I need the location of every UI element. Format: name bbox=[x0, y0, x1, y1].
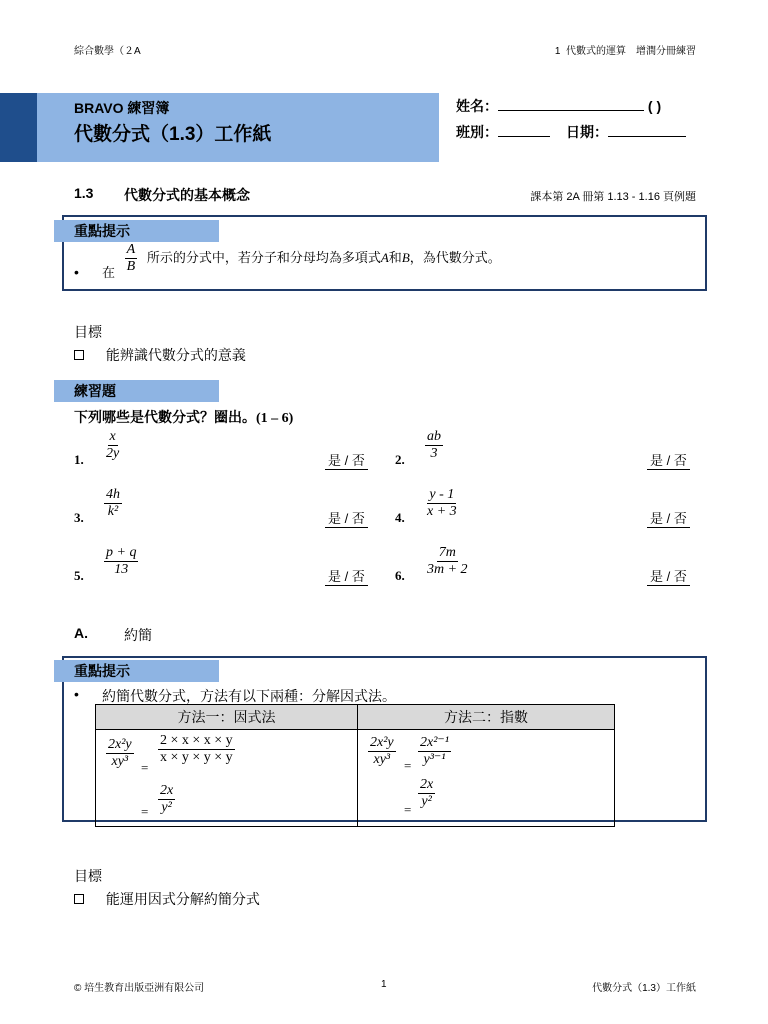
key-point-label-1: 重點提示 bbox=[54, 220, 219, 242]
student-number-field[interactable]: ( ) bbox=[647, 98, 662, 114]
class-label: 班別： bbox=[456, 124, 498, 140]
goal-heading-1: 目標 bbox=[74, 324, 102, 340]
key-point-label-2: 重點提示 bbox=[54, 660, 219, 682]
checkbox-icon[interactable] bbox=[74, 350, 84, 360]
answer-choice[interactable]: 是 / 否 bbox=[325, 566, 368, 586]
title-banner bbox=[37, 93, 439, 162]
date-field[interactable] bbox=[566, 122, 686, 142]
answer-choice[interactable]: 是 / 否 bbox=[325, 508, 368, 528]
question-number: 1. bbox=[74, 452, 84, 467]
checkbox-icon[interactable] bbox=[74, 894, 84, 904]
answer-choice[interactable]: 是 / 否 bbox=[647, 450, 690, 470]
header-chapter: 代數式的運算 增潤分冊練習 bbox=[566, 46, 696, 57]
practice-instruction: 下列哪些是代數分式？圈出。(1 – 6) bbox=[74, 409, 294, 426]
header-page-number: 1 bbox=[554, 46, 561, 57]
method-2-step: $\frac{\text{2x²⁻¹}}{\text{y³⁻¹}}$ bbox=[420, 735, 449, 767]
method-2-header: 方法二：指數 bbox=[358, 705, 615, 730]
answer-choice[interactable]: 是 / 否 bbox=[647, 508, 690, 528]
question-number: 2. bbox=[395, 452, 405, 467]
banner-accent bbox=[0, 93, 37, 162]
question-fraction: $\frac{4h}{\text{k²}}$ bbox=[106, 487, 120, 519]
name-label: 姓名： bbox=[456, 98, 498, 114]
method-1-cell: $\frac{\text{2x²y}}{\text{xy³}}$ = $\frac{2 \times x \times x \times y}{x \times y \times y \times y}$ = $\frac{2x}{\text{y²}}$ bbox=[96, 730, 358, 827]
method-1-result: $\frac{2x}{\text{y²}}$ bbox=[160, 783, 174, 815]
header-left: 綜合數學（２A bbox=[74, 46, 141, 57]
class-field[interactable] bbox=[456, 122, 550, 142]
header-right bbox=[555, 42, 696, 57]
textbook-reference: 課本第 2A 冊第 1.13 - 1.16 頁例題 bbox=[530, 191, 696, 203]
bullet: • bbox=[74, 264, 79, 280]
answer-choice[interactable]: 是 / 否 bbox=[325, 450, 368, 470]
footer-title: 代數分式（1.3）工作紙 bbox=[592, 983, 696, 994]
section-a-title: 約簡 bbox=[124, 627, 152, 643]
simplify-method-text: 約簡代數分式，方法有以下兩種：分解因式法。 bbox=[102, 688, 396, 704]
method-2-fraction: $\frac{\text{2x²y}}{\text{xy³}}$ bbox=[370, 735, 394, 767]
date-label: 日期： bbox=[566, 124, 608, 140]
method-2-result: $\frac{2x}{\text{y²}}$ bbox=[420, 777, 434, 809]
footer-copyright: © 培生教育出版亞洲有限公司 bbox=[74, 983, 205, 994]
methods-table bbox=[95, 704, 615, 827]
banner-title: 代數分式（1.3）工作紙 bbox=[74, 124, 272, 145]
definition-text: 在 $\frac{A}{B}$ 所示的分式中，若分子和分母均為多項式A和B，為代數分式。 bbox=[102, 242, 501, 280]
banner-subtitle: BRAVO 練習簿 bbox=[74, 100, 170, 116]
method-1-expanded: $\frac{2 \times x \times x \times y}{x \times y \times y \times y}$ bbox=[160, 733, 233, 765]
question-fraction: $\frac{ab}{3}$ bbox=[427, 429, 441, 461]
method-1-header: 方法一：因式法 bbox=[96, 705, 358, 730]
section-title: 代數分式的基本概念 bbox=[124, 187, 250, 203]
method-2-cell: $\frac{\text{2x²y}}{\text{xy³}}$ = $\frac{\text{2x²⁻¹}}{\text{y³⁻¹}}$ = $\frac{2x}{\text{y²}}$ bbox=[358, 730, 615, 827]
question-fraction: $\frac{7m}{3m + 2}$ bbox=[427, 545, 468, 577]
question-fraction: $\frac{p + q}{13}$ bbox=[106, 545, 137, 577]
name-field[interactable] bbox=[456, 96, 661, 116]
method-1-fraction: $\frac{\text{2x²y}}{\text{xy³}}$ bbox=[108, 737, 132, 769]
answer-choice[interactable]: 是 / 否 bbox=[647, 566, 690, 586]
goal-item-2[interactable]: 能運用因式分解約簡分式 bbox=[74, 889, 260, 909]
section-number: 1.3 bbox=[74, 185, 94, 201]
question-fraction: $\frac{y - 1}{x + 3}$ bbox=[427, 487, 457, 519]
bullet: • bbox=[74, 686, 79, 702]
goal-item-1[interactable]: 能辨識代數分式的意義 bbox=[74, 345, 246, 365]
question-number: 3. bbox=[74, 510, 84, 525]
section-a-label: A. bbox=[74, 625, 88, 641]
practice-label: 練習題 bbox=[54, 380, 219, 402]
question-number: 6. bbox=[395, 568, 405, 583]
goal-heading-2: 目標 bbox=[74, 868, 102, 884]
question-fraction: $\frac{x}{2y}$ bbox=[106, 429, 120, 461]
footer-page-number: 1 bbox=[381, 979, 387, 990]
question-number: 5. bbox=[74, 568, 84, 583]
fraction-a-over-b: $\frac{A}{B}$ bbox=[126, 242, 136, 274]
question-number: 4. bbox=[395, 510, 405, 525]
